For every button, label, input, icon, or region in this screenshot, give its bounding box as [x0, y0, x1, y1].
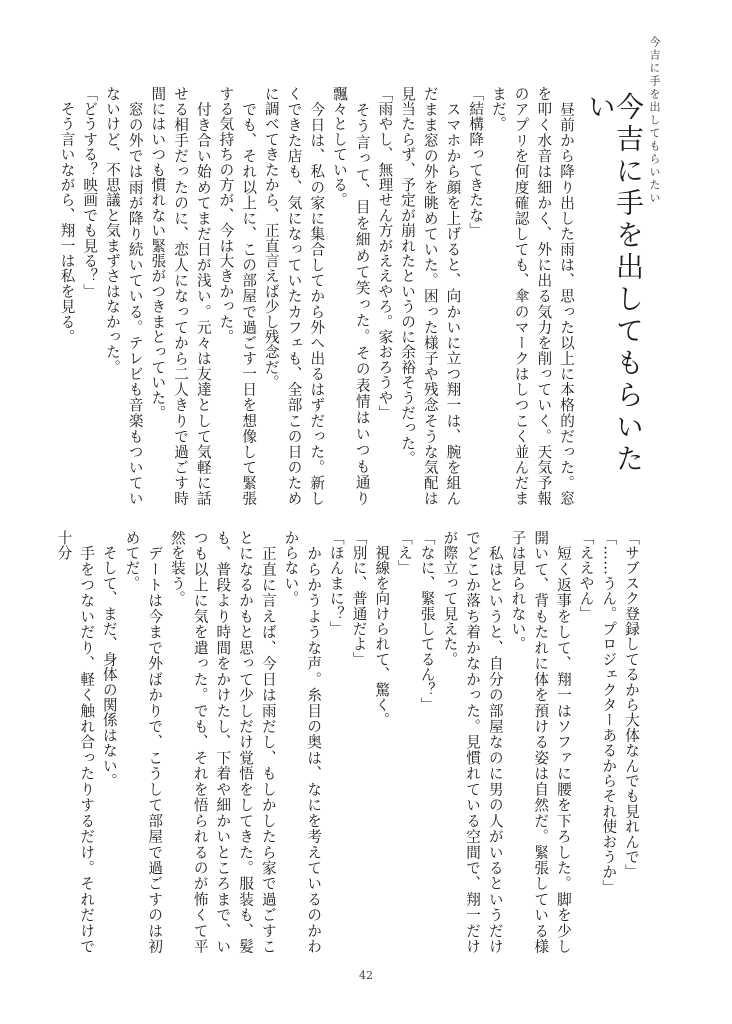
running-header: 今吉に手を出してもらいたい: [648, 36, 661, 205]
paragraph: 視線を向けられて、驚く。: [373, 530, 391, 728]
paragraph: そして、まだ、身体の関係はない。: [100, 530, 118, 789]
body-text-lower: [55, 530, 642, 954]
paragraph: 短く返事をして、翔一はソファに腰を下ろした。脚を少し開いて、背もたれに体を預ける姿は自然だ。緊張している様子は見られない。: [509, 530, 572, 954]
paragraph: そう言って、目を細めて笑った。その表情はいつも通り飄々としている。: [330, 86, 371, 506]
paragraph: 「え」: [395, 530, 413, 576]
paragraph: 私はというと、自分の部屋なのに男の人がいるというだけでどこか落ち着かなかった。見慣れている空間で、翔一だけが際立って見えた。: [441, 530, 504, 954]
paragraph: 付き合い始めてまだ日が浅い。元々は友達として気軽に話せる相手だったのに、恋人になってから二人きりで過ごす時間にはいつも慣れない緊張がつきまとっていた。: [149, 86, 212, 506]
body-text-upper: [58, 86, 577, 506]
paragraph: でも、それ以上に、この部屋で過ごす一日を想像して緊張する気持ちの方が、今は大きかった。: [217, 86, 258, 506]
paragraph: 「ええやん」: [577, 530, 595, 622]
paragraph: 今日は、私の家に集合してから外へ出るはずだった。新しくできた店も、気になっていたカフェも、全部この日のために調べてきたから、正直言えば少し残念だ。: [262, 86, 326, 506]
paragraph: そう言いながら、翔一は私を見る。: [58, 86, 76, 345]
paragraph: 「サブスク登録してるから大体なんでも見れんで」: [623, 530, 640, 880]
paragraph: 正直に言えば、今日は雨だし、もしかしたら家で過ごすことになるかもと思って少しだけ覚悟をしてきた。服装も、髪も、普段より時間をかけたし、下着や細かいところまで、いつも以上に気を遣った。でも、それを悟られるのが怖くて平然を装う。: [168, 530, 277, 954]
paragraph: スマホから顔を上げると、向かいに立つ翔一は、腕を組んだまま窓の外を眺めていた。困った様子や残念そうな気配は見当たらず、予定が崩れたというのに余裕そうだった。: [399, 86, 462, 506]
page-number: 42: [359, 969, 373, 982]
paragraph: 「……うん。プロジェクターあるからそれ使おうか」: [600, 530, 618, 895]
paragraph: 「結構降ってきたな」: [467, 86, 485, 238]
page-title: 今吉に手を出してもらいたい: [584, 92, 645, 476]
paragraph: 昼前から降り出した雨は、思った以上に本格的だった。窓を叩く水音は細かく、外に出る気力を削っていく。天気予報のアプリを何度確認しても、傘のマークはしつこく並んだままだ。: [489, 86, 575, 506]
paragraph: 「別に、普通だよ」: [350, 530, 368, 667]
paragraph: 「どうする？映画でも見る？」: [81, 86, 99, 299]
paragraph: 「雨やし、無理せん方がええやろ。家おろうや」: [376, 86, 394, 421]
paragraph: からかうような声。糸目の奥は、なにを考えているのかわからない。: [282, 530, 323, 954]
paragraph: 手をつないだり、軽く触れ合ったりするだけ。それだけで十分: [55, 530, 96, 954]
paragraph: デートは今まで外ばかりで、こうして部屋で過ごすのは初めてだ。: [123, 530, 164, 954]
paragraph: 窓の外では雨が降り続いている。テレビも音楽もついていないけど、不思議と気まずさはなかった。: [103, 86, 144, 506]
paragraph: 「ほんまに？」: [327, 530, 345, 637]
paragraph: 「なに、緊張してるん？」: [418, 530, 436, 713]
